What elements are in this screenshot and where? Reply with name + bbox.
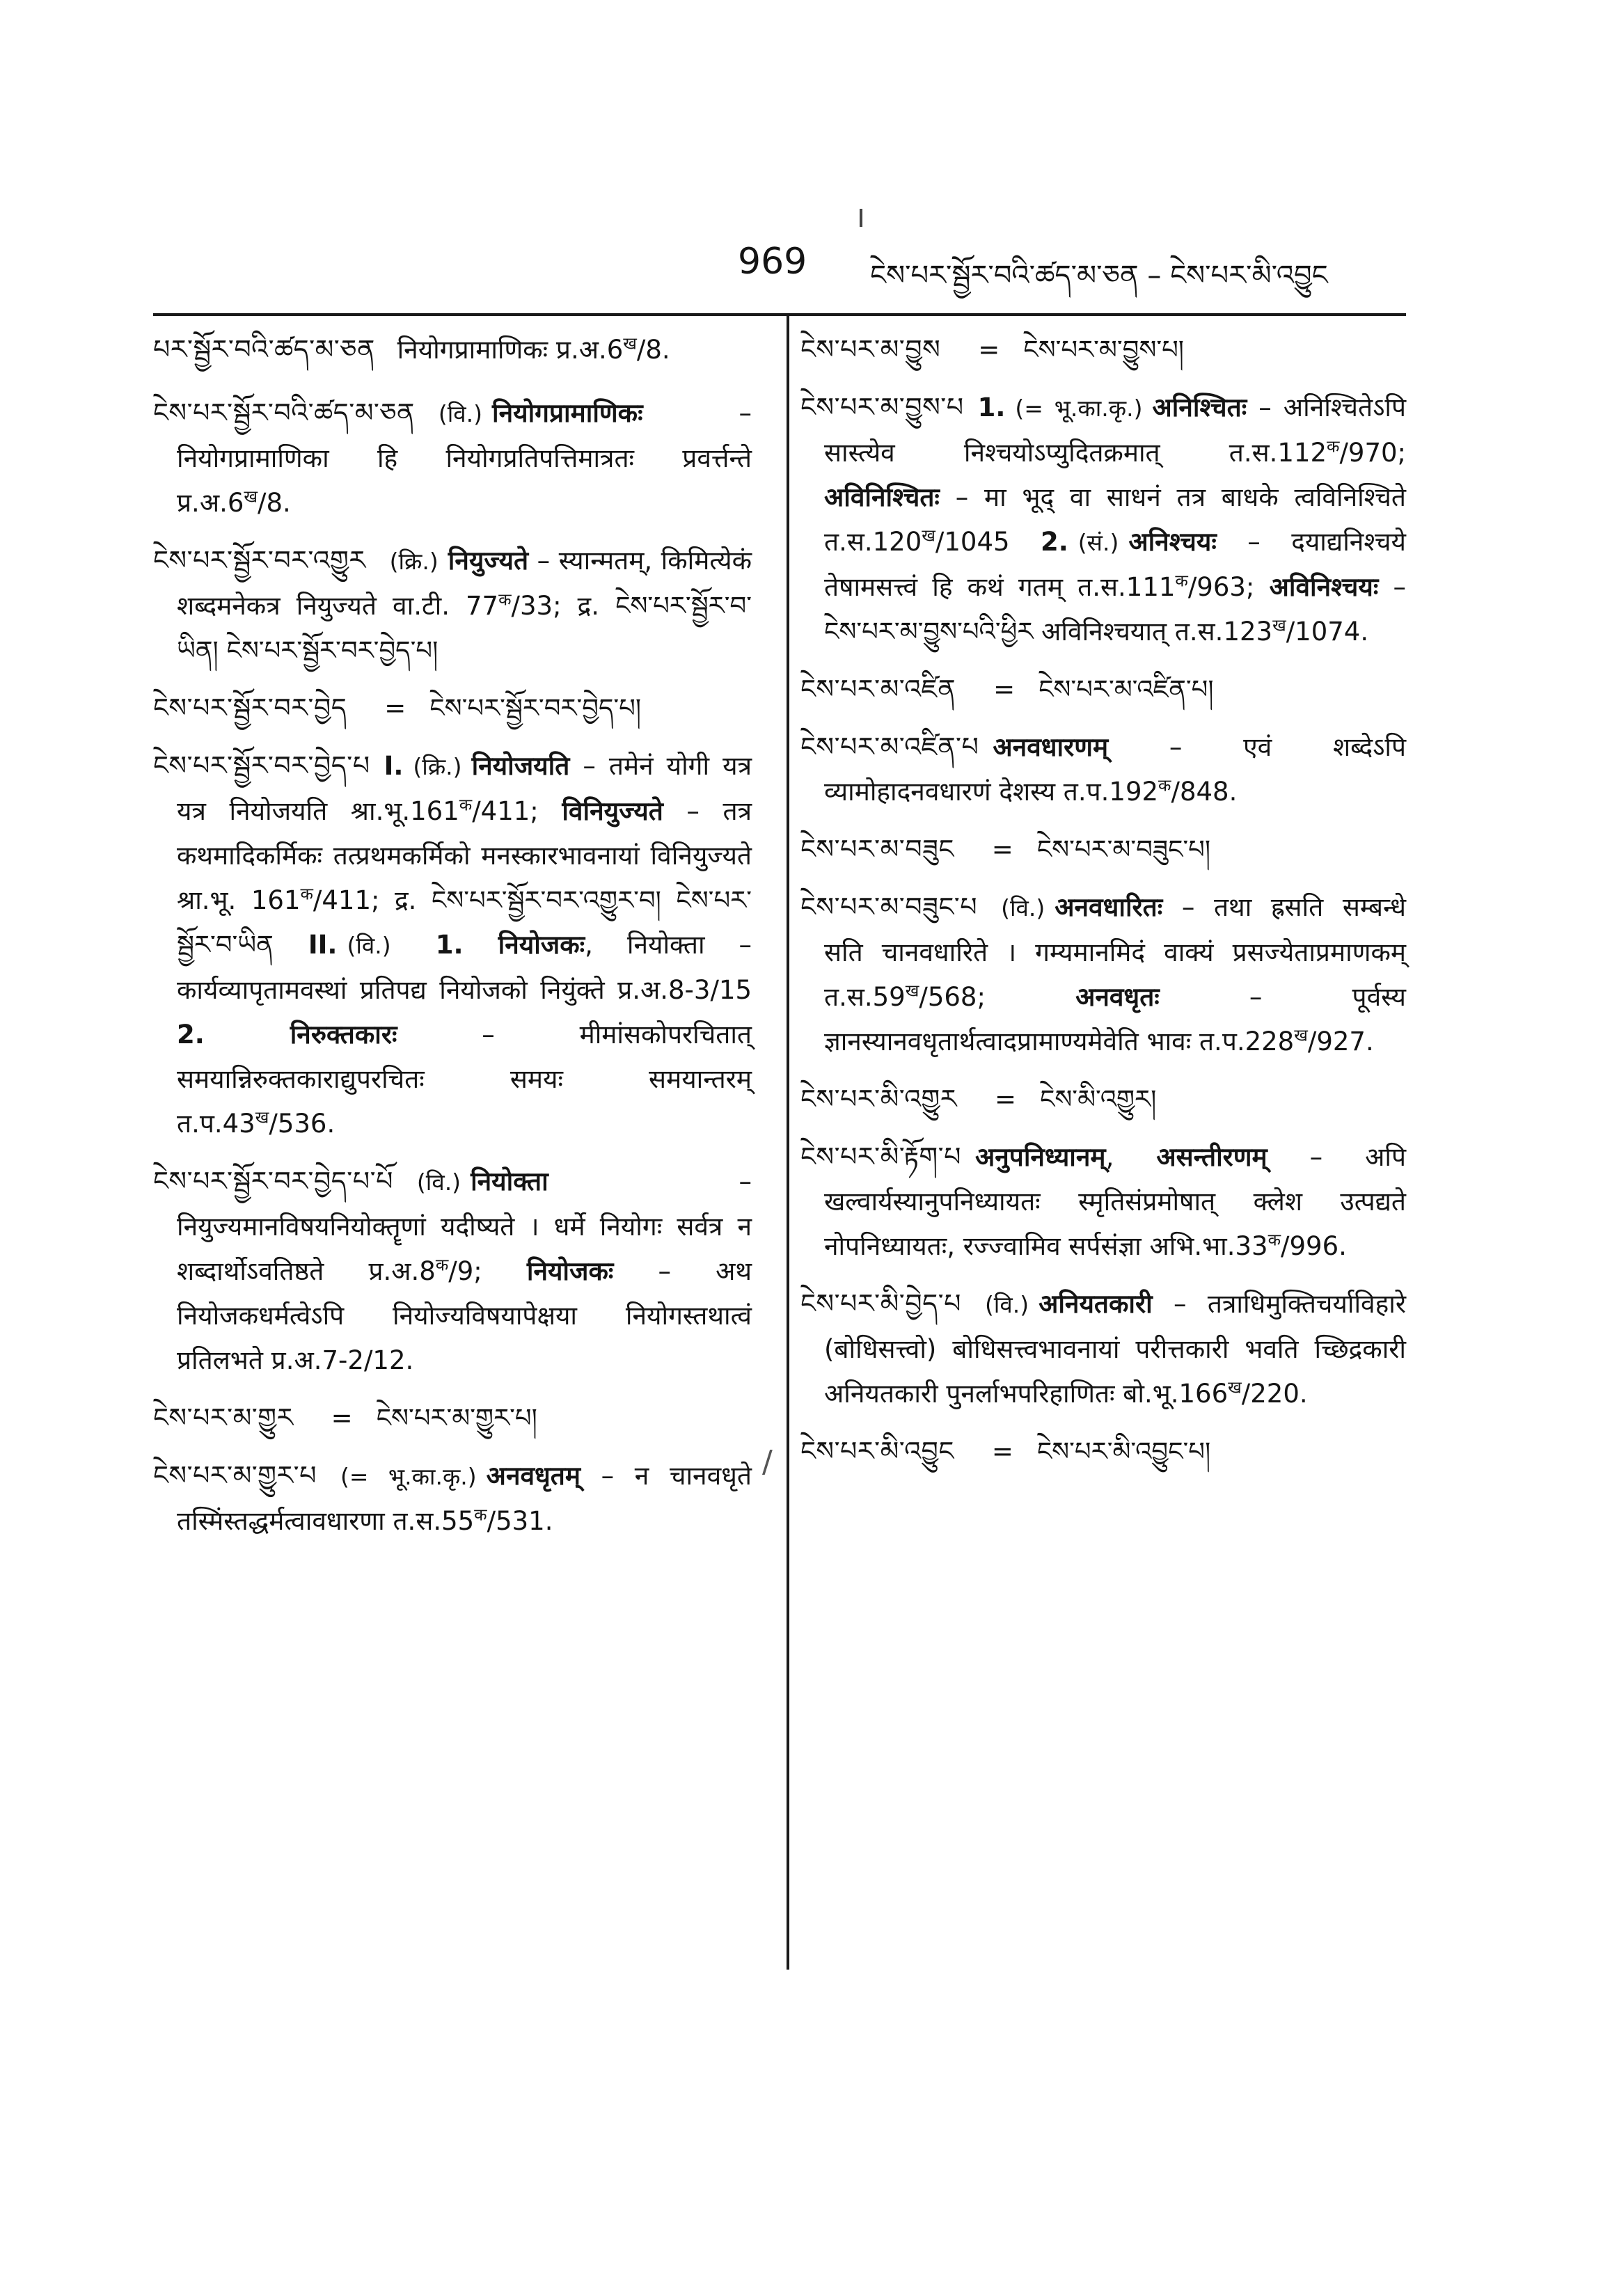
sanskrit-equivalent: नियोगप्रामाणिकः bbox=[492, 398, 643, 428]
entry-headword: ངེས་པར་མ་འཛིན་པ bbox=[800, 731, 979, 762]
entry-headword: ངེས་པར་མ་གྱུར bbox=[153, 1402, 294, 1433]
entry-text: – पूर्वस्य ज्ञानस्यानवधृतार्थत्वादप्रामाण्यमेवेति भावः त.प.228 bbox=[824, 982, 1406, 1056]
entry-text: – नियोगप्रामाणिका हि नियोगप्रतिपत्तिमात्रतः प्रवर्त्तन्ते प्र.अ.6 bbox=[177, 398, 752, 518]
cross-reference: ངེས་པར་མ་བྱུས་པ། bbox=[1023, 335, 1185, 365]
grammar-label: (वि.) bbox=[984, 1291, 1029, 1318]
folio-marker: ख bbox=[1228, 1377, 1242, 1398]
sanskrit-equivalent: विनियुज्यते bbox=[562, 796, 663, 826]
equals-sign: = bbox=[978, 335, 1000, 365]
cross-reference: ངེས་པར་མ་གྱུར་པ། bbox=[376, 1403, 537, 1433]
entry-text: – मा भूद् वा साधनं तत्र बाधके त्वविनिश्चिते त.स.120 bbox=[824, 482, 1406, 557]
cross-reference-entry bbox=[800, 327, 1406, 372]
cross-reference: ངེས་པར་མ་བཟུང་པ། bbox=[1036, 834, 1211, 864]
entry-text: – अपि खल्वार्यस्यानुपनिध्यायतः स्मृतिसंप्रमोषात् क्लेश उत्पद्यते नोपनिध्यायतः, रज्ज्वामिव सर्पसंज्ञा अभि.भा.33 bbox=[824, 1142, 1406, 1261]
right-column bbox=[800, 327, 1406, 1487]
sanskrit-equivalent: अनवधारितः bbox=[1055, 892, 1163, 922]
grammar-label: (= भू.का.कृ.) bbox=[1015, 395, 1143, 422]
sanskrit-equivalent: अविनिश्चितः bbox=[824, 482, 940, 512]
entry-text: – दयाद्यनिश्चये तेषामसत्त्वं हि कथं गतम् त.स.111 bbox=[824, 527, 1407, 602]
sanskrit-equivalent: नियोक्ता bbox=[471, 1166, 548, 1196]
running-head: ངེས་པར་སྦྱོར་བའི་ཚད་མ་ཅན – ངེས་པར་མི་འབྱུང bbox=[870, 260, 1328, 292]
cross-reference-entry bbox=[153, 1395, 752, 1441]
folio-marker: ख bbox=[905, 981, 919, 1001]
grammar-label: (सं.) bbox=[1077, 529, 1119, 556]
sanskrit-equivalent: अनिश्चितः bbox=[1152, 393, 1247, 422]
page-number: 969 bbox=[738, 241, 807, 283]
equals-sign: = bbox=[991, 1436, 1013, 1466]
sanskrit-equivalent: नियोजकः bbox=[526, 1256, 614, 1286]
entry-headword: ངེས་པར་སྦྱོར་བར་བྱེད bbox=[153, 692, 347, 723]
entry-headword: ངེས་པར་སྦྱོར་བར་བྱེད་པ bbox=[153, 750, 370, 781]
entry-headword: ངེས་པར་སྦྱོར་བར་བྱེད་པ་པོ bbox=[153, 1166, 393, 1196]
dictionary-entry bbox=[800, 1134, 1406, 1269]
cross-reference: ངེས་པར་མི་འབྱུང་པ། bbox=[1036, 1436, 1211, 1466]
folio-marker: क bbox=[1267, 1230, 1281, 1250]
entry-headword: ངེས་པར་མ་བཟུང་པ bbox=[800, 892, 978, 922]
entry-text: /848. bbox=[1171, 777, 1238, 807]
folio-marker: क bbox=[1327, 436, 1340, 457]
dictionary-entry bbox=[153, 1453, 752, 1544]
entry-text: – तमेनं योगी यत्र यत्र नियोजयति श्रा.भू.161 bbox=[177, 751, 752, 826]
cross-reference-entry bbox=[800, 1429, 1406, 1474]
sense-number: I. bbox=[384, 751, 404, 781]
dictionary-entry bbox=[153, 538, 752, 673]
cross-reference-entry bbox=[800, 1077, 1406, 1122]
folio-marker: ख bbox=[922, 525, 935, 546]
entry-headword: ངེས་པར་སྦྱོར་བའི་ཚད་མ་ཅན bbox=[153, 397, 415, 428]
entry-text: /9; bbox=[448, 1256, 527, 1286]
folio-marker: क bbox=[498, 589, 512, 610]
folio-marker: क bbox=[474, 1505, 487, 1525]
cross-reference-entry bbox=[153, 686, 752, 731]
entry-text: /8. bbox=[258, 488, 291, 518]
dictionary-entry bbox=[800, 725, 1406, 814]
sanskrit-equivalent: अनुपनिध्यानम् bbox=[975, 1142, 1106, 1172]
entry-text: /220. bbox=[1241, 1379, 1308, 1409]
entry-text: /970; bbox=[1339, 438, 1406, 468]
equals-sign: = bbox=[993, 674, 1016, 704]
entry-text: /531. bbox=[487, 1506, 553, 1536]
sanskrit-equivalent: असन्तीरणम् bbox=[1156, 1142, 1267, 1172]
equals-sign: = bbox=[994, 1084, 1016, 1114]
entry-text: – नियुज्यमानविषयनियोक्तॄणां यदीष्यते । धर्मे नियोगः सर्वत्र न शब्दार्थोऽवतिष्ठते प्र.अ.8 bbox=[177, 1166, 752, 1286]
entry-headword: ངེས་པར་སྦྱོར་བར་འགྱུར bbox=[153, 545, 366, 576]
entry-text: – एवं शब्देऽपि व्यामोहादनवधारणं देशस्य त.प.192 bbox=[824, 732, 1406, 807]
folio-marker: क bbox=[1175, 571, 1188, 591]
entry-headword: ངེས་པར་མི་བྱེད་པ bbox=[800, 1288, 961, 1319]
entry-text: /411; bbox=[472, 796, 562, 826]
folio-marker: ख bbox=[1272, 615, 1286, 635]
grammar-label: (क्रि.) bbox=[413, 753, 462, 780]
folio-marker: ख bbox=[244, 486, 258, 507]
sanskrit-equivalent: निरुक्तकारः bbox=[204, 1020, 397, 1050]
stray-mark: / bbox=[762, 1444, 773, 1480]
entry-text: – तत्राधिमुक्तिचर्याविहारे (बोधिसत्त्वो) बोधिसत्त्वभावनायां परीत्तकारी भवति च्छिद्रकारी अनियतकारी पुनर्लाभपरिहाणितः बो.भू.166 bbox=[824, 1289, 1406, 1409]
left-column bbox=[153, 327, 752, 1556]
sense-number: 1. bbox=[400, 930, 464, 960]
entry-text: /927. bbox=[1307, 1027, 1374, 1056]
entry-text: – मीमांसकोपरचितात् समयान्निरुक्तकाराद्युपरचितः समयः समयान्तरम् त.प.43 bbox=[177, 1020, 752, 1139]
equals-sign: = bbox=[331, 1403, 353, 1433]
grammar-label: (वि.) bbox=[438, 400, 482, 427]
entry-headword: ངེས་པར་མ་འཛིན bbox=[800, 674, 956, 704]
dictionary-entry bbox=[800, 1281, 1406, 1416]
folio-marker: क bbox=[435, 1255, 449, 1275]
entry-text: – तथा ह्रसति सम्बन्धे सति चानवधारिते । गम्यमानमिदं वाक्यं प्रसज्येताप्रमाणकम् त.स.59 bbox=[824, 892, 1406, 1012]
entry-text: नियोगप्रामाणिकः प्र.अ.6 bbox=[388, 335, 624, 365]
sanskrit-equivalent: अनियतकारी bbox=[1038, 1289, 1153, 1319]
entry-text: , bbox=[1105, 1142, 1157, 1172]
folio-marker: क bbox=[1158, 775, 1171, 795]
sanskrit-equivalent: अनवधृतः bbox=[1075, 982, 1160, 1012]
entry-text: – अथ नियोजकधर्मत्वेऽपि नियोज्यविषयापेक्षया नियोगस्तथात्वं प्रतिलभते प्र.अ.7-2/12. bbox=[177, 1256, 752, 1375]
grammar-label: (वि.) bbox=[416, 1169, 461, 1196]
sanskrit-equivalent: नियोजयति bbox=[471, 751, 570, 781]
entry-text: /411; द्र. ངེས་པར་སྦྱོར་བར་འགྱུར་བ། ངེས་པར་སྦྱོར་བ་ཡིན bbox=[177, 885, 752, 960]
grammar-label: (= भू.का.कृ.) bbox=[340, 1463, 477, 1490]
sanskrit-equivalent: नियोजकः bbox=[463, 930, 585, 960]
entry-headword: ངེས་པར་མ་གྱུར་པ bbox=[153, 1460, 317, 1491]
cross-reference-entry bbox=[800, 827, 1406, 872]
folio-marker: ख bbox=[623, 333, 637, 354]
dictionary-entry bbox=[153, 743, 752, 1146]
sense-number: 2. bbox=[177, 1020, 205, 1050]
entry-headword: ངེས་པར་མ་བཟུང bbox=[800, 834, 954, 864]
folio-marker: क bbox=[300, 884, 313, 904]
cross-reference: ངེས་པར་སྦྱོར་བར་བྱེད་པ། bbox=[429, 693, 642, 723]
entry-text: – ངེས་པར་མ་བྱུས་པའི་ཕྱིར अविनिश्चयात् त.स.123 bbox=[824, 572, 1406, 647]
dictionary-entry bbox=[800, 885, 1406, 1064]
entry-headword: ངེས་པར་མ་བྱུས bbox=[800, 334, 941, 365]
equals-sign: = bbox=[991, 834, 1013, 864]
cross-reference: ངེས་མི་འགྱུར། bbox=[1039, 1084, 1157, 1114]
sense-number: 2. bbox=[1040, 527, 1068, 557]
sanskrit-equivalent: नियुज्यते bbox=[448, 546, 529, 576]
entry-text: /536. bbox=[269, 1109, 335, 1139]
grammar-label: (वि.) bbox=[347, 932, 391, 959]
cross-reference: ངེས་པར་མ་འཛིན་པ། bbox=[1038, 674, 1214, 704]
entry-text: /963; bbox=[1187, 572, 1270, 602]
dictionary-entry bbox=[800, 385, 1406, 654]
sense-number: II. bbox=[273, 930, 338, 960]
entry-text: /1045 bbox=[935, 527, 1041, 557]
grammar-label: (वि.) bbox=[1001, 894, 1045, 921]
entry-text: /568; bbox=[919, 982, 1076, 1012]
entry-headword: ངེས་པར་མི་འབྱུང bbox=[800, 1436, 954, 1466]
entry-headword: ངེས་པར་མི་རྟོག་པ bbox=[800, 1141, 961, 1172]
equals-sign: = bbox=[384, 693, 406, 723]
sanskrit-equivalent: अनवधृतम् bbox=[486, 1461, 581, 1491]
entry-text: /996. bbox=[1281, 1231, 1347, 1261]
sanskrit-equivalent: अनवधारणम् bbox=[993, 732, 1109, 762]
cross-reference-entry bbox=[800, 667, 1406, 712]
entry-text: /1074. bbox=[1286, 617, 1369, 647]
grammar-label: (क्रि.) bbox=[389, 548, 439, 575]
column-divider bbox=[787, 313, 789, 1970]
entry-text: , नियोक्ता – कार्यव्यापृतामवस्थां प्रतिपद्य नियोजको नियुंक्ते प्र.अ.8-3/15 bbox=[177, 930, 752, 1005]
sanskrit-equivalent: अनिश्चयः bbox=[1128, 527, 1217, 557]
entry-text: – अनिश्चितेऽपि सास्त्येव निश्चयोऽप्युदितक्रमात् त.स.112 bbox=[824, 393, 1407, 468]
sanskrit-equivalent: अविनिश्चयः bbox=[1269, 572, 1379, 602]
continued-entry bbox=[153, 327, 752, 372]
folio-marker: ख bbox=[1294, 1025, 1308, 1045]
entry-headword: ངེས་པར་མ་བྱུས་པ bbox=[800, 392, 964, 422]
entry-text: – तत्र कथमादिकर्मिकः तत्प्रथमकर्मिको मनस्कारभावनायां विनियुज्यते श्रा.भू. 161 bbox=[177, 796, 752, 915]
entry-headword: ངེས་པར་མི་འགྱུར bbox=[800, 1084, 957, 1114]
folio-marker: क bbox=[459, 795, 473, 815]
dictionary-entry bbox=[153, 1159, 752, 1383]
entry-text: /8. bbox=[636, 335, 670, 365]
entry-headword: པར་སྦྱོར་བའི་ཚད་མ་ཅན bbox=[153, 334, 375, 365]
header-rule bbox=[153, 313, 1406, 316]
entry-text: – न चानवधृते तस्मिंस्तद्धर्मत्वावधारणा त.स.55 bbox=[177, 1461, 752, 1536]
folio-marker: ख bbox=[255, 1107, 269, 1127]
entry-text: – स्यान्मतम्, किमित्येकं शब्दमनेकत्र नियुज्यते वा.टी. 77 bbox=[177, 546, 752, 621]
dictionary-entry bbox=[153, 390, 752, 525]
header-tick-mark bbox=[860, 209, 862, 227]
entry-text: /33; द्र. ངེས་པར་སྦྱོར་བ་ཡིན། ངེས་པར་སྦྱོར་བར་བྱེད་པ། bbox=[177, 591, 752, 665]
page-header bbox=[738, 237, 1406, 292]
sense-number: 1. bbox=[977, 393, 1006, 422]
